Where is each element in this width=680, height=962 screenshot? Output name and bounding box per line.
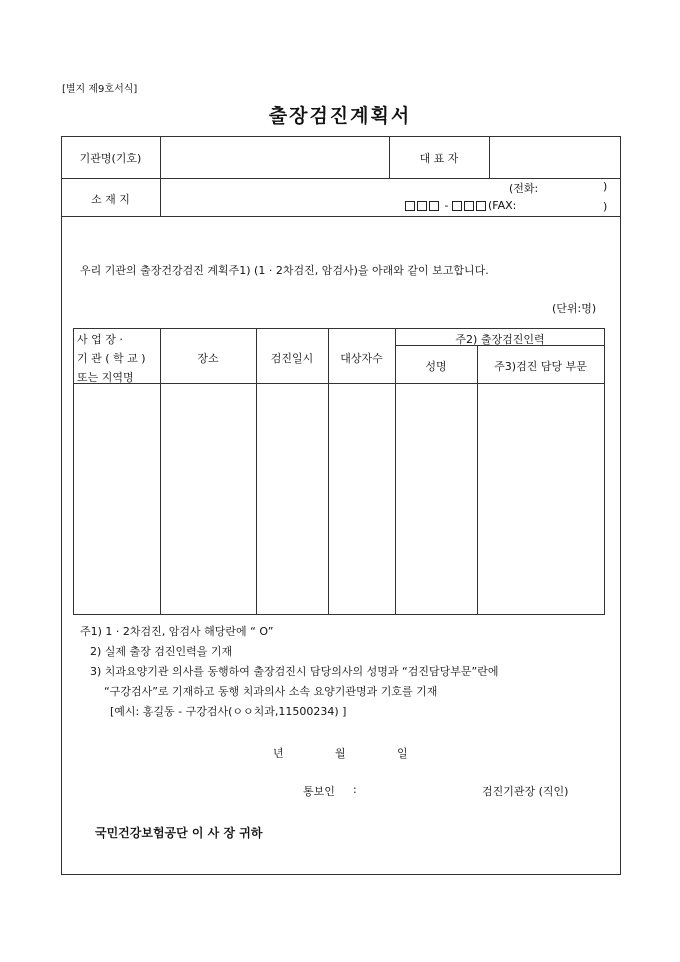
notifier-colon: : [353,783,357,796]
note-example: [예시: 홍길동 - 구강검사(ㅇㅇ치과,11500234) ] [110,705,347,718]
divider [160,136,161,216]
col-site-line1: 사 업 장 · [77,333,123,346]
date-year: 년 [273,747,284,760]
signer-label: 검진기관장 (직인) [482,785,569,798]
phone-close: ) [603,180,608,193]
divider [489,136,490,178]
note-2: 2) 실제 출장 검진인력을 기재 [90,645,233,658]
address-label: 소 재 지 [91,193,130,206]
digit-box [476,201,486,211]
recipient: 국민건강보험공단 이 사 장 귀하 [95,826,263,840]
form-number: [별지 제9호서식] [62,84,138,95]
divider [61,216,621,217]
digit-box [417,201,427,211]
col-staff-group: 주2) 출장검진인력 [455,333,545,346]
digit-box [405,201,415,211]
note-3: 3) 치과요양기관 의사를 동행하여 출장검진시 담당의사의 성명과 “검진담당부문”란에 [90,665,499,678]
intro-text: 우리 기관의 출장건강검진 계획주1) (1 · 2차검진, 암검사)을 아래와 같이 보고합니다. [80,264,489,277]
note-3-cont: “구강검사”로 기재하고 동행 치과의사 소속 요양기관명과 기호를 기재 [104,685,438,698]
col-date: 검진일시 [270,352,314,365]
digit-box [452,201,462,211]
representative-label: 대 표 자 [419,152,459,165]
col-place: 장소 [197,352,219,365]
col-count: 대상자수 [340,352,383,365]
col-staff-name: 성명 [425,360,447,373]
col-staff-dept: 주3)검진 담당 부문 [494,360,587,373]
digit-box [429,201,439,211]
table-border [73,328,74,614]
col-site-line2: 기 관 ( 학 교 ) [77,352,146,365]
note-1: 주1) 1 · 2차검진, 암검사 해당란에 “ O” [80,625,274,638]
table-border [477,345,478,614]
date-day: 일 [397,747,408,760]
org-name-label: 기관명(기호) [79,152,142,165]
fax-close: ) [603,200,608,213]
table-border [328,328,329,614]
phone-label: (전화: [509,182,539,195]
form-frame [61,136,621,875]
notifier-label: 통보인 [303,785,335,798]
page-title: 출장검진계획서 [268,105,412,127]
col-site-line3: 또는 지역명 [77,371,134,384]
table-border [73,328,605,329]
unit-label: (단위:명) [552,302,597,315]
table-border [73,383,605,384]
fax-number-row [405,199,516,213]
fax-label: (FAX: [487,199,517,212]
date-month: 월 [335,747,346,760]
fax-dash: - [444,199,449,212]
table-border [604,328,605,614]
digit-box [464,201,474,211]
table-border [256,328,257,614]
divider [61,178,621,179]
table-border [160,328,161,614]
table-border [73,614,605,615]
